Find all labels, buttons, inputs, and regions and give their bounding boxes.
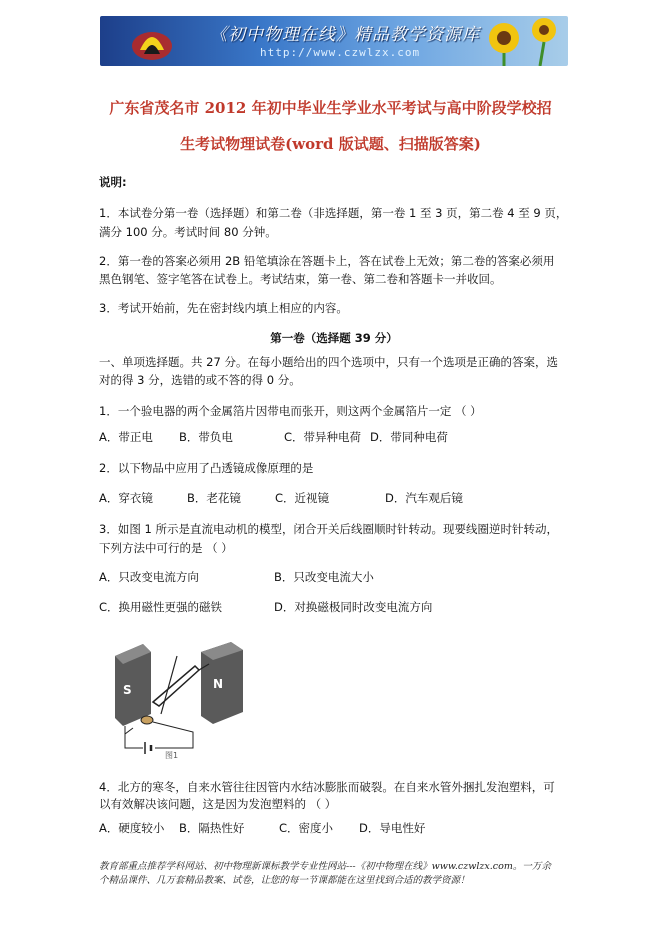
notes-heading: 说明: xyxy=(99,175,127,189)
q4-option-b: B．隔热性好 xyxy=(179,821,245,835)
motor-diagram-figure xyxy=(103,636,253,761)
question-4-options xyxy=(99,820,569,841)
q2-option-c: C．近视镜 xyxy=(275,491,330,505)
note-1-line-2: 满分 100 分。考试时间 80 分钟。 xyxy=(99,225,277,239)
q2-option-b: B．老花镜 xyxy=(187,491,241,505)
footer-line-2: 个精品课件、几万套精品教案、试卷，让您的每一节课都能在这里找到合适的教学资源！ xyxy=(99,875,470,886)
magnet-s-label: S xyxy=(123,683,132,697)
note-2-line-2: 黑色钢笔、签字笔答在试卷上。考试结束，第一卷、第二卷和答题卡一并收回。 xyxy=(99,272,502,286)
note-3: 3．考试开始前，先在密封线内填上相应的内容。 xyxy=(99,301,348,315)
q4-option-a: A．硬度较小 xyxy=(99,821,165,835)
footer-line-1: 教育部重点推荐学科网站、初中物理新课标教学专业性网站---《初中物理在线》www.czwlzx.com。一万余 xyxy=(99,861,551,872)
q2-option-d: D．汽车观后镜 xyxy=(385,491,463,505)
q2-option-a: A．穿衣镜 xyxy=(99,491,153,505)
figure-caption: 图1 xyxy=(165,751,179,760)
question-2-options xyxy=(99,490,569,511)
banner-url[interactable]: http://www.czwlzx.com xyxy=(260,46,421,59)
banner-title: 《初中物理在线》精品教学资源库 xyxy=(210,25,480,45)
q3-option-c: C．换用磁性更强的磁铁 xyxy=(99,600,223,614)
q1-option-c: C．带异种电荷 xyxy=(284,430,362,444)
note-2-line-1: 2．第一卷的答案必须用 2B 铅笔填涂在答题卡上，答在试卷上无效；第二卷的答案必须用 xyxy=(99,254,555,268)
q1-option-d: D．带同种电荷 xyxy=(370,430,448,444)
question-3-stem-line-1: 3．如图 1 所示是直流电动机的模型，闭合开关后线圈顺时针转动。现要线圈逆时针转动， xyxy=(99,522,558,536)
header-banner xyxy=(100,16,568,66)
instructions-line-2: 对的得 3 分，选错的或不答的得 0 分。 xyxy=(99,373,301,387)
question-4-stem-line-2: 以有效解决该问题，这是因为发泡塑料的 （ ） xyxy=(99,797,337,811)
question-4-stem-line-1: 4．北方的寒冬，自来水管往往因管内水结冰膨胀而破裂。在自来水管外捆扎发泡塑料，可 xyxy=(99,780,555,794)
question-3-options-row-1 xyxy=(99,569,569,590)
q1-option-a: A．带正电 xyxy=(99,430,153,444)
page-footer xyxy=(99,860,575,888)
section-1-heading: 第一卷（选择题 39 分） xyxy=(270,331,398,345)
doc-title-line-1: 广东省茂名市 2012 年初中毕业生学业水平考试与高中阶段学校招 xyxy=(109,99,552,117)
question-3-stem-line-2: 下列方法中可行的是 （ ） xyxy=(99,541,233,555)
q3-option-b: B．只改变电流大小 xyxy=(274,570,374,584)
question-2-stem: 2．以下物品中应用了凸透镜成像原理的是 xyxy=(99,461,314,475)
q1-option-b: B．带负电 xyxy=(179,430,233,444)
magnet-n-label: N xyxy=(213,677,224,691)
question-1-options xyxy=(99,429,569,450)
instructions-line-1: 一、单项选择题。共 27 分。在每小题给出的四个选项中，只有一个选项是正确的答案，选 xyxy=(99,355,558,369)
q3-option-a: A．只改变电流方向 xyxy=(99,570,199,584)
note-1-line-1: 1．本试卷分第一卷（选择题）和第二卷（非选择题，第一卷 1 至 3 页，第二卷 4 至 9 页， xyxy=(99,206,568,220)
site-logo-icon xyxy=(130,20,174,64)
sunflower-icon xyxy=(474,16,564,66)
doc-title-line-2: 生考试物理试卷(word 版试题、扫描版答案) xyxy=(180,135,481,153)
q3-option-d: D．对换磁极同时改变电流方向 xyxy=(274,600,433,614)
q4-option-c: C．密度小 xyxy=(279,821,334,835)
question-3-options-row-2 xyxy=(99,599,569,620)
q4-option-d: D．导电性好 xyxy=(359,821,426,835)
question-1-stem: 1．一个验电器的两个金属箔片因带电而张开，则这两个金属箔片一定 （ ） xyxy=(99,404,482,418)
